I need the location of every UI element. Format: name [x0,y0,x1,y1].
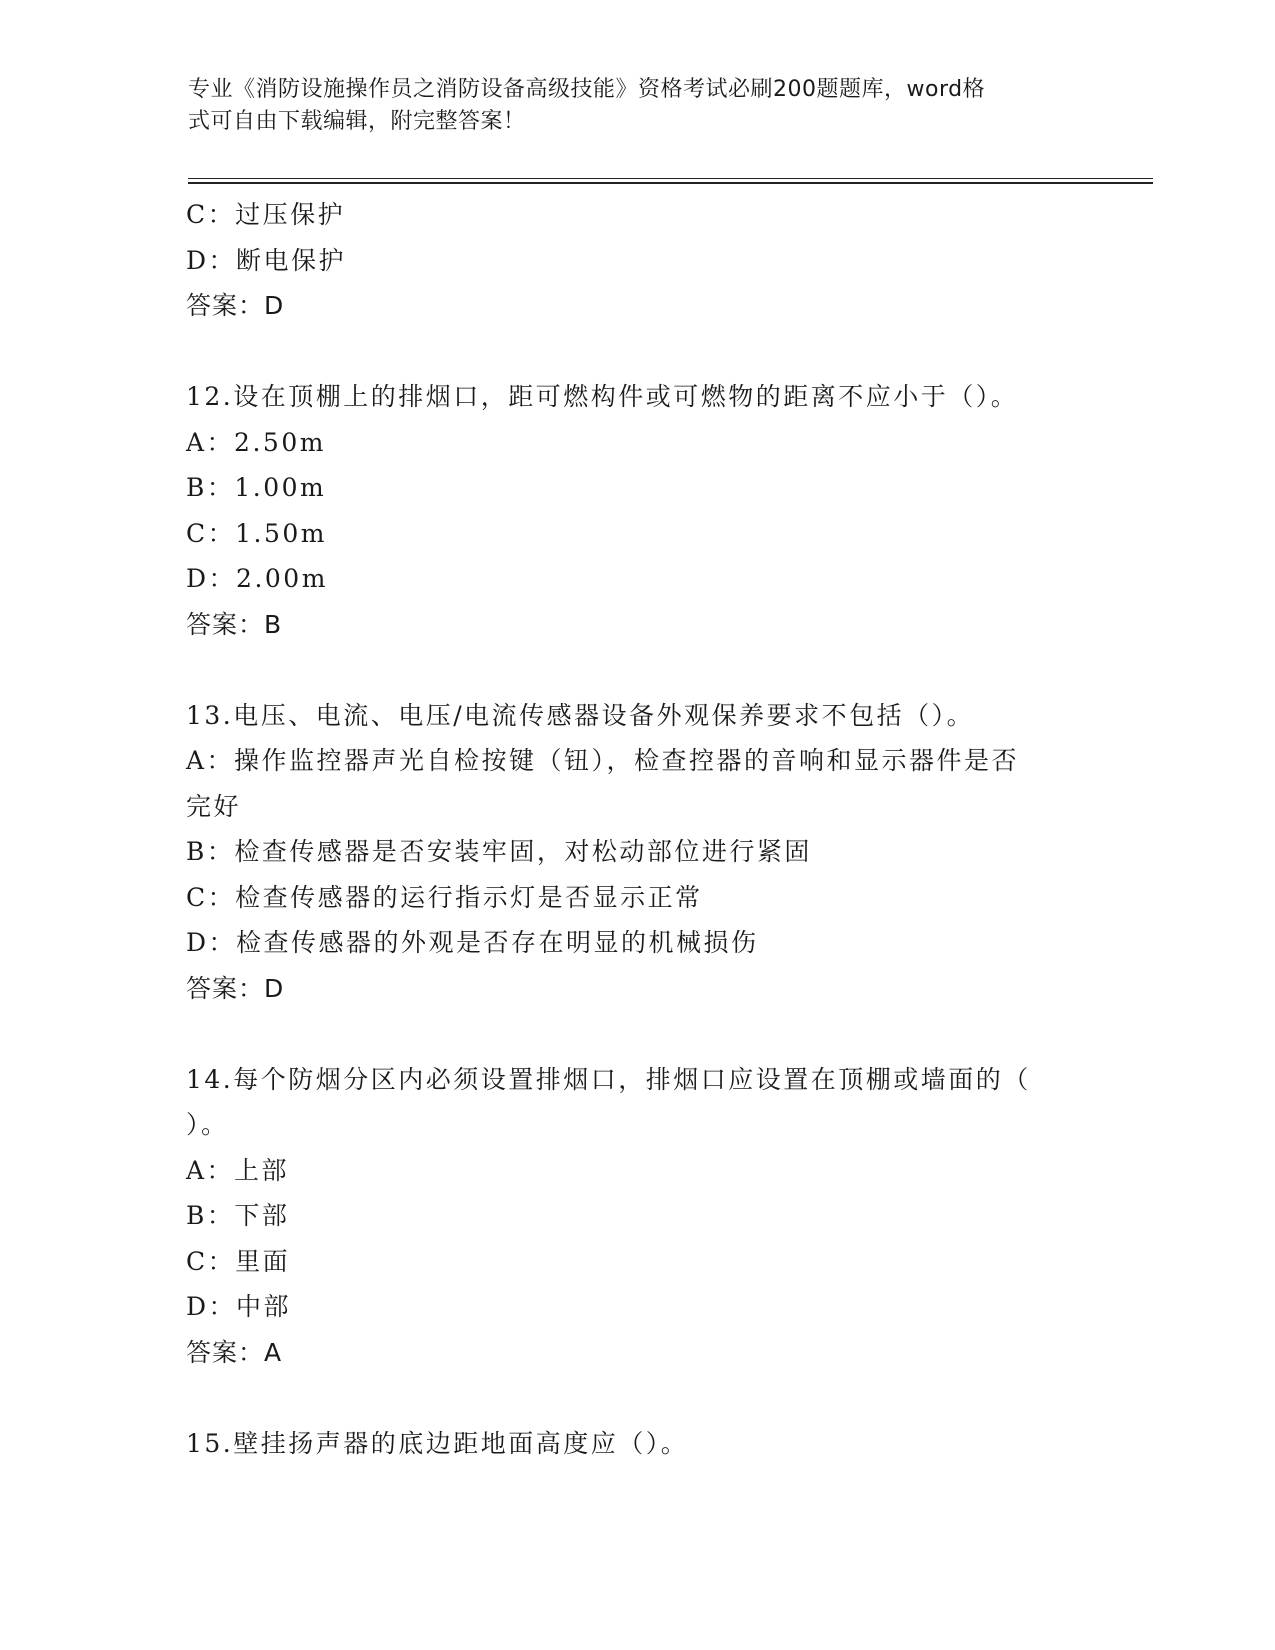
option-c: C：1.50m [186,518,327,548]
answer: 答案：D [186,973,285,1003]
spacer [186,647,1086,693]
answer: 答案：B [186,609,283,639]
question-15: 15.壁挂扬声器的底边距地面高度应（）。 [186,1428,689,1458]
option-c: C：过压保护 [186,200,346,229]
document-header [188,74,1068,138]
option-d: D：检查传感器的外观是否存在明显的机械损伤 [186,928,759,957]
header-divider-thick [188,182,1153,184]
option-d: D：断电保护 [186,245,347,275]
option-a: A：2.50m [186,427,326,457]
header-line-2: 式可自由下载编辑，附完整答案！ [188,109,526,134]
spacer [186,1011,1086,1057]
question-14-line-1: 14.每个防烟分区内必须设置排烟口，排烟口应设置在顶棚或墙面的（ [186,1064,1031,1094]
option-c: C：检查传感器的运行指示灯是否显示正常 [186,882,703,912]
option-d: D：中部 [186,1292,292,1321]
answer: 答案：A [186,1337,283,1367]
option-a-line-2: 完好 [186,791,242,821]
option-a-line-1: A：操作监控器声光自检按键（钮），检查控器的音响和显示器件是否 [186,746,1020,775]
spacer [186,1375,1086,1421]
question-14-line-2: ）。 [186,1110,229,1139]
option-b: B：检查传感器是否安装牢固，对松动部位进行紧固 [186,837,812,866]
option-b: B：1.00m [186,473,327,502]
option-a: A：上部 [186,1155,290,1185]
question-12: 12.设在顶棚上的排烟口，距可燃构件或可燃物的距离不应小于（）。 [186,382,1019,411]
header-line-1: 专业《消防设施操作员之消防设备高级技能》资格考试必刷200题题库，word格 [188,77,986,102]
option-d: D：2.00m [186,564,328,593]
header-divider-thin [188,178,1153,179]
option-c: C：里面 [186,1246,291,1276]
answer: 答案：D [186,291,285,320]
spacer [186,329,1086,375]
question-13: 13.电压、电流、电压/电流传感器设备外观保养要求不包括（）。 [186,700,975,730]
option-b: B：下部 [186,1201,290,1230]
question-list [186,192,1086,1466]
